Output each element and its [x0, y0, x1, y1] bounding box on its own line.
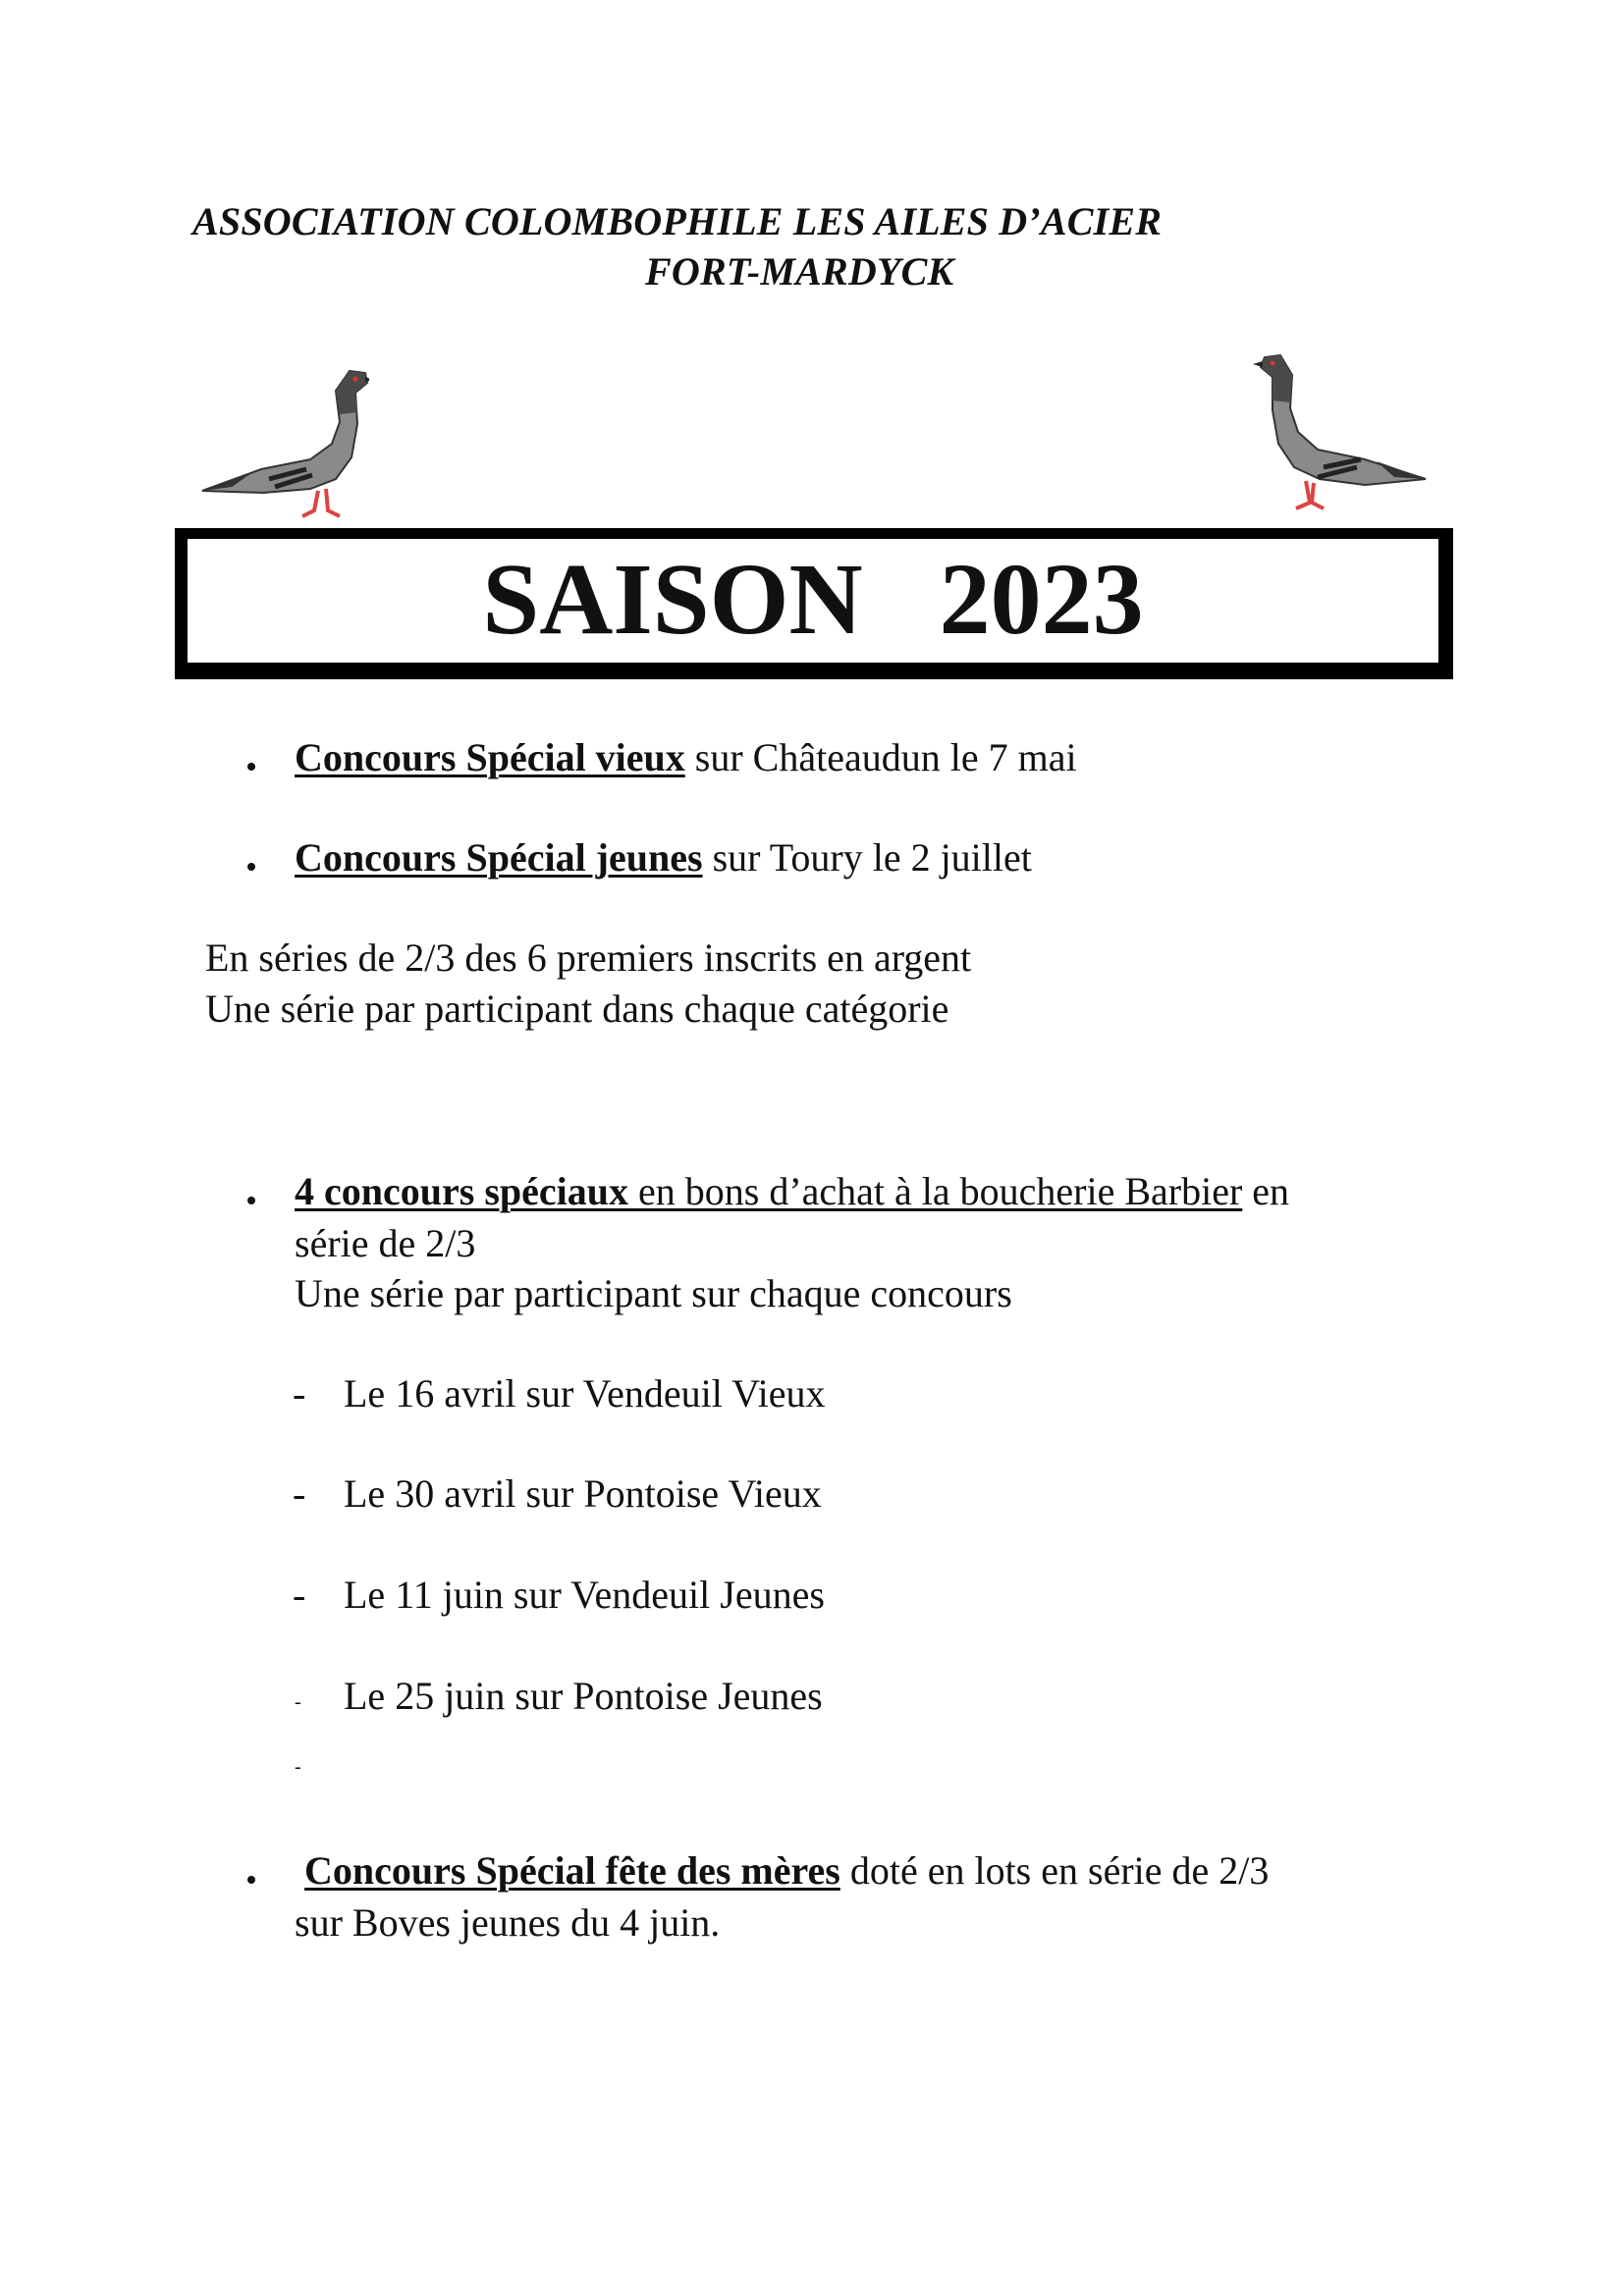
- dash-marker: -: [295, 1691, 301, 1713]
- item-meres-rest: doté en lots en série de 2/3: [839, 1848, 1270, 1893]
- saison-banner: [175, 528, 1453, 679]
- town-name: FORT-MARDYCK: [645, 249, 954, 294]
- pigeon-left-image: [192, 353, 369, 530]
- bullet-dot: [247, 863, 255, 871]
- dash-marker: -: [293, 1573, 306, 1617]
- date-item: Le 25 juin sur Pontoise Jeunes: [344, 1674, 823, 1718]
- association-name: ASSOCIATION COLOMBOPHILE LES AILES D’ACIER: [192, 199, 1163, 243]
- date-item: Le 16 avril sur Vendeuil Vieux: [344, 1371, 826, 1415]
- pigeon-right-image: [1247, 342, 1434, 528]
- bullet-dot: [247, 763, 255, 771]
- item-vieux: [295, 735, 1077, 779]
- item-meres: [304, 1848, 1270, 1893]
- series-note-line1: En séries de 2/3 des 6 premiers inscrits en argent: [205, 935, 972, 980]
- bullet-dot: [247, 1197, 255, 1204]
- item-speciaux-underlined: en bons d’achat à la boucherie Barbier: [628, 1169, 1243, 1213]
- saison-title: SAISON 2023: [482, 543, 1144, 656]
- series-note-line2: Une série par participant dans chaque catégorie: [205, 987, 949, 1031]
- item-jeunes: [295, 835, 1032, 880]
- date-item: Le 30 avril sur Pontoise Vieux: [344, 1471, 822, 1516]
- item-speciaux-line3: Une série par participant sur chaque concours: [295, 1271, 1012, 1315]
- item-meres-emphasis: Concours Spécial fête des mères: [304, 1848, 840, 1893]
- item-meres-line2: sur Boves jeunes du 4 juin.: [295, 1900, 721, 1945]
- item-speciaux-emphasis: 4 concours spéciaux: [295, 1169, 628, 1213]
- item-jeunes-emphasis: Concours Spécial jeunes: [295, 835, 703, 880]
- item-jeunes-rest: sur Toury le 2 juillet: [702, 835, 1032, 880]
- date-item: Le 11 juin sur Vendeuil Jeunes: [344, 1573, 825, 1617]
- item-vieux-rest: sur Châteaudun le 7 mai: [684, 735, 1077, 779]
- dash-marker: -: [293, 1371, 306, 1415]
- item-speciaux-rest: en: [1242, 1169, 1290, 1213]
- dash-marker: -: [293, 1471, 306, 1516]
- item-vieux-emphasis: Concours Spécial vieux: [295, 735, 685, 779]
- item-speciaux: [295, 1169, 1290, 1213]
- item-speciaux-line2: série de 2/3: [295, 1221, 476, 1265]
- dash-marker: -: [295, 1756, 301, 1778]
- bullet-dot: [247, 1876, 255, 1884]
